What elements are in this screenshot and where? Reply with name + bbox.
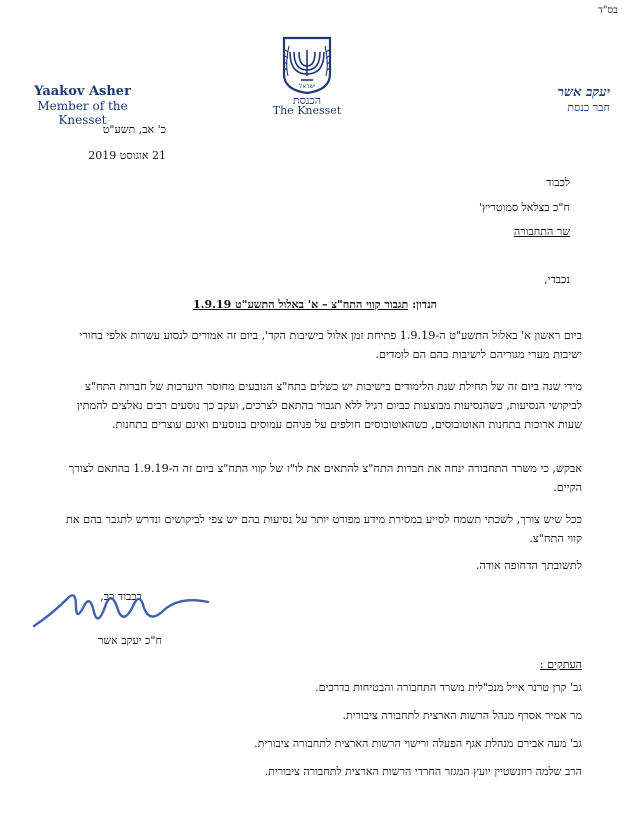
salutation-to: לכבוד [546, 176, 570, 189]
copy-recipient: הרב שלמה רוזנשטיין יועץ המגזר החרדי הרשות הארצית לתחבורה ציבורית. [264, 765, 582, 778]
sender-title-en: Member of the Knesset [37, 99, 128, 127]
greeting: נכבדי, [544, 273, 570, 286]
body-paragraph-4: ככל שיש צורך, לשכתי תשמח לסייע במסירת מידע מפורט יותר על נסיעות בהם יש צפי לביקושים ונדרש לתגבר בהם את קווי התח"צ. [66, 513, 582, 545]
knesset-name-he: הכנסת [292, 94, 322, 107]
subject-line [60, 298, 570, 311]
closing-regards: בכבוד רב, [100, 590, 142, 603]
sender-title-he: חבר כנסת [567, 101, 610, 114]
body-paragraph-1: ביום ראשון א' באלול התשע"ט ה-1.9.19 פתיחת זמן אלול בישיבות הקד', ביום זה אמורים לנסוע עשרות אלפי בחורי ישיבות מערי מגוריהם לישיבות בהם הם לומדים. [79, 329, 582, 361]
bsd-mark: בס"ד [598, 5, 618, 16]
sender-name-he: יעקב אשר [557, 85, 610, 100]
gregorian-date: 21 אוגוסט 2019 [88, 149, 166, 162]
signer-name: ח"כ יעקב אשר [97, 634, 162, 647]
emblem-caption: ישראל [298, 83, 316, 90]
copy-recipient: מר אמיר אסרף מנהל הרשות הארצית לתחבורה ציבורית. [342, 709, 582, 722]
sender-name-en: Yaakov Asher [34, 84, 131, 99]
body-paragraph-3: אבקש, כי משרד התחבורה ינחה את חברות התח"צ להתאים את לו"ז של קווי התח"צ ביום זה ה-1.9.19 בהתאם לצורך הקיים. [68, 462, 582, 494]
copy-recipient: גב' מעה אבירם מנהלת אגף הפעלה ורישוי הרשות הארצית לתחבורה ציבורית. [254, 737, 582, 750]
hebrew-date: כ' אב, תשע"ט [102, 123, 166, 136]
recipient-role: שר התחבורה [513, 225, 570, 238]
handwritten-signature [32, 584, 212, 634]
recipient-name: ח"כ בצלאל סמוטריץ' [478, 201, 570, 214]
knesset-name-en: The Knesset [272, 104, 342, 117]
subject-label: הנדון: [412, 298, 437, 311]
body-paragraph-2: מידי שנה ביום זה של תחילת שנת הלימודים בישיבות יש כשלים בתח"צ הנובעים מחוסר היערכות של חברות התח"צ לביקושי הנסיעות, כשהנסיעות מבוצעות כביום רגיל ללא תגבור בהתאם לצרכים, ועקב כך נוסעים רבים נאלצים להמתין שעות ארוכות בתחנות האוטובוסים, כשהאוטובוסים חולפים על פניהם עמוסים בנוסעים ואינם עוצרים בתחנות. [76, 380, 582, 431]
copy-recipient: גב' קרן טרנר אייל מנכ"לית משרד התחבורה והבטיחות בדרכים. [315, 681, 582, 694]
subject-text: תגבור קווי התח"צ – א' באלול התשע"ט 1.9.19 [193, 298, 409, 311]
knesset-emblem-icon [280, 36, 334, 94]
copies-heading: העתקים : [539, 658, 582, 671]
body-paragraph-5: לתשובתך הדחופה אודה. [475, 559, 582, 572]
